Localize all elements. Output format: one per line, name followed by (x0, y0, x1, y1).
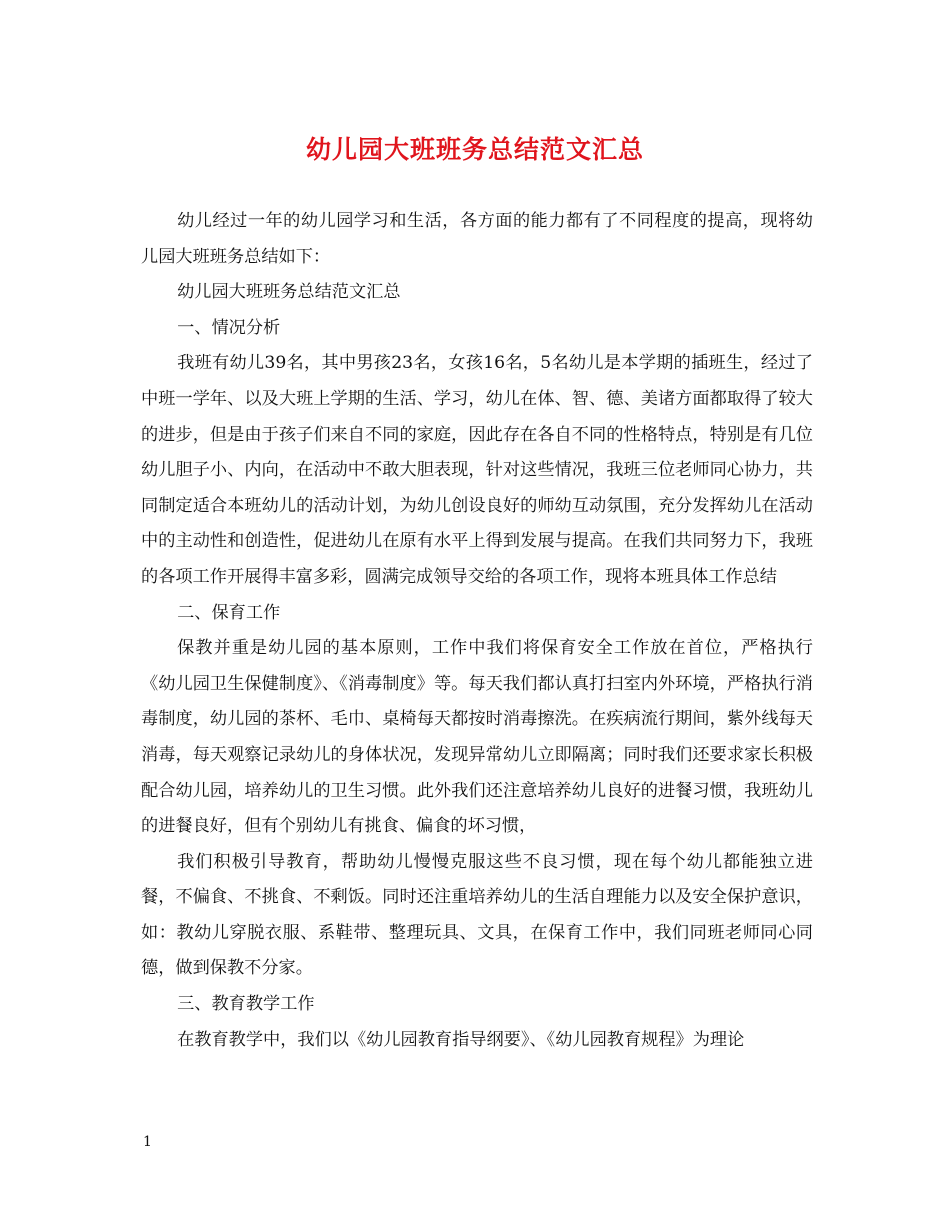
document-title: 幼儿园大班班务总结范文汇总 (305, 135, 644, 164)
document-body (141, 204, 813, 1058)
page-number: 1 (143, 1134, 152, 1150)
section-heading-care: 二、保育工作 (177, 602, 281, 623)
intro-paragraph: 幼儿经过一年的幼儿园学习和生活，各方面的能力都有了不同程度的提高，现将幼儿园大班班务总结如下： (141, 211, 813, 267)
section-heading-teaching: 三、教育教学工作 (177, 994, 315, 1015)
teaching-paragraph: 在教育教学中，我们以《幼儿园教育指导纲要》、《幼儿园教育规程》为理论 (177, 1029, 745, 1050)
care-paragraph-2: 我们积极引导教育，帮助幼儿慢慢克服这些不良习惯，现在每个幼儿都能独立进餐，不偏食、不挑食、不剩饭。同时还注重培养幼儿的生活自理能力以及安全保护意识，如：教幼儿穿脱衣服、系鞋带、整理玩具、文具，在保育工作中，我们同班老师同心同德，做到保教不分家。 (141, 851, 813, 979)
care-paragraph-1: 保教并重是幼儿园的基本原则，工作中我们将保育安全工作放在首位，严格执行《幼儿园卫生保健制度》、《消毒制度》等。每天我们都认真打扫室内外环境，严格执行消毒制度，幼儿园的茶杯、毛巾、桌椅每天都按时消毒擦洗。在疾病流行期间，紫外线每天消毒，每天观察记录幼儿的身体状况，发现异常幼儿立即隔离；同时我们还要求家长积极配合幼儿园，培养幼儿的卫生习惯。此外我们还注意培养幼儿良好的进餐习惯，我班幼儿的进餐良好，但有个别幼儿有挑食、偏食的坏习惯， (141, 638, 813, 837)
section-heading-situation: 一、情况分析 (177, 317, 281, 338)
subtitle-line: 幼儿园大班班务总结范文汇总 (177, 282, 401, 303)
situation-paragraph: 我班有幼儿39名，其中男孩23名，女孩16名，5名幼儿是本学期的插班生，经过了中班一学年、以及大班上学期的生活、学习，幼儿在体、智、德、美诸方面都取得了较大的进步，但是由于孩子们来自不同的家庭，因此存在各自不同的性格特点，特别是有几位幼儿胆子小、内向，在活动中不敢大胆表现，针对这些情况，我班三位老师同心协力，共同制定适合本班幼儿的活动计划，为幼儿创设良好的师幼互动氛围，充分发挥幼儿在活动中的主动性和创造性，促进幼儿在原有水平上得到发展与提高。在我们共同努力下，我班的各项工作开展得丰富多彩，圆满完成领导交给的各项工作，现将本班具体工作总结 (141, 353, 813, 587)
